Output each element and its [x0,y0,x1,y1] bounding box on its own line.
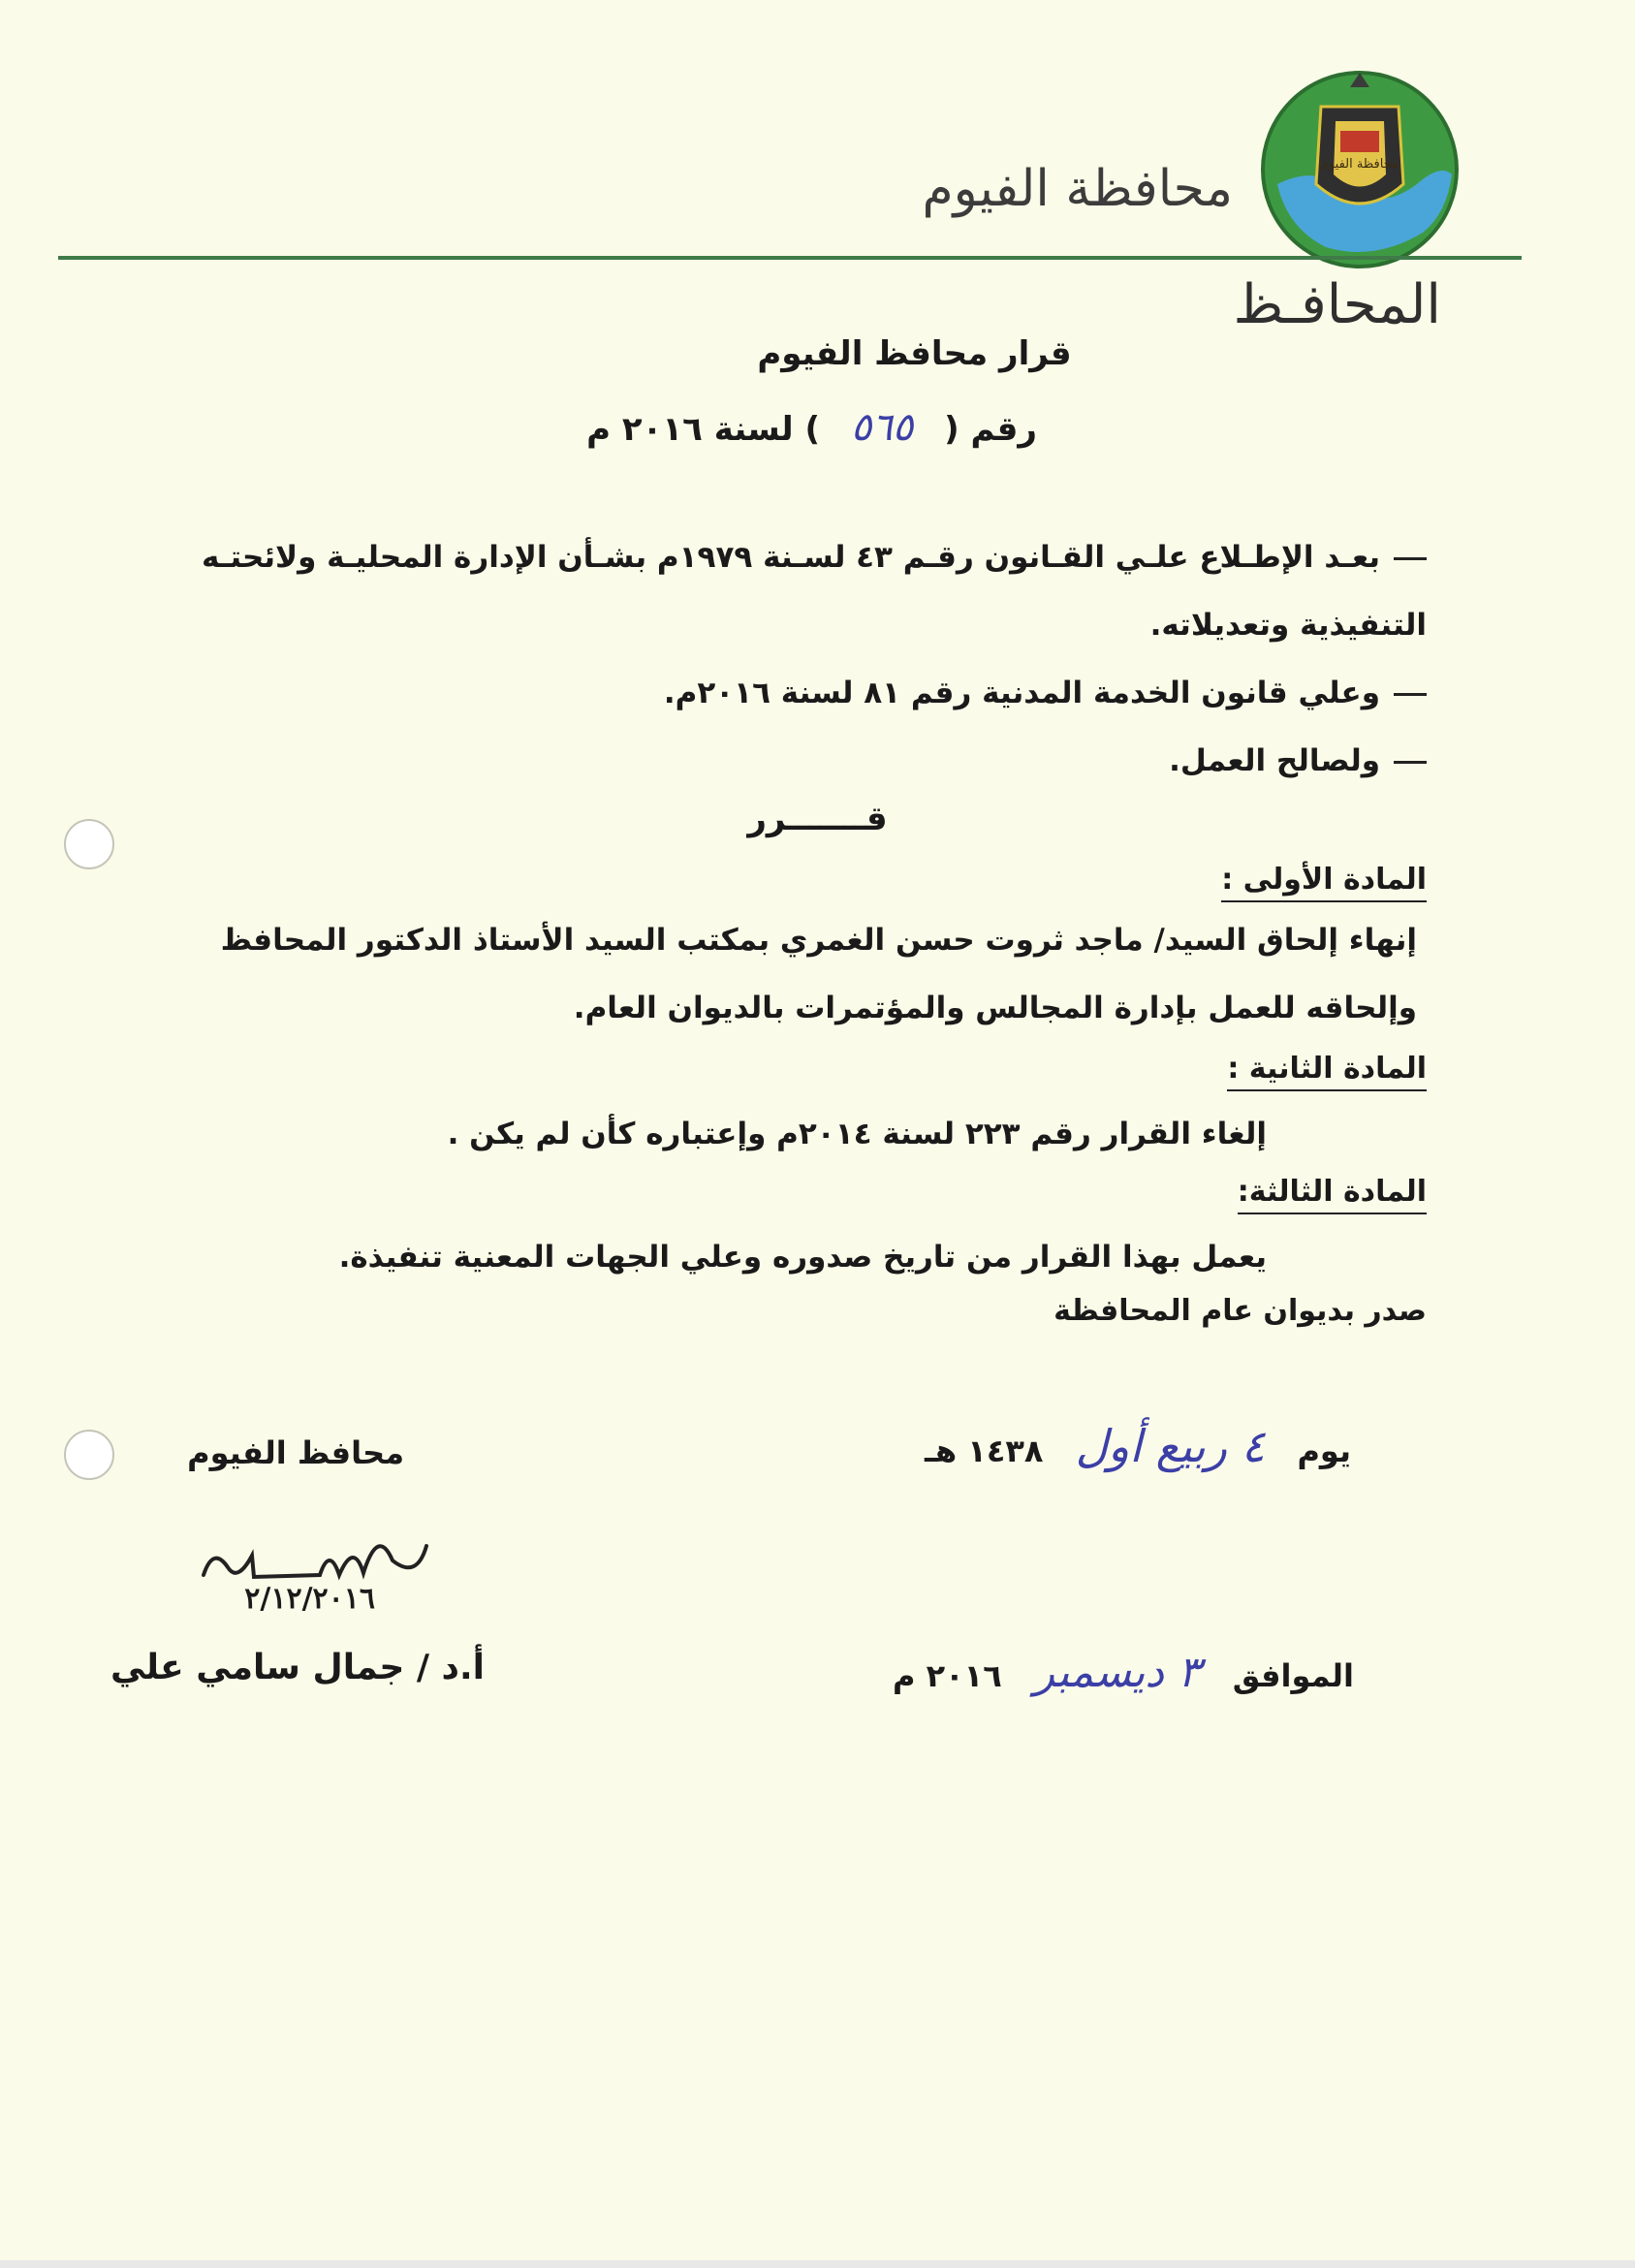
bullet-dash [1394,693,1427,696]
preamble-text: بعـد الإطـلاع علـي القـانون رقـم ٤٣ لسـنة ١٩٧٩م بشـأن الإدارة المحليـة ولائحتـه التنفيذية وتعديلاته. [201,540,1427,643]
decided-heading: قـــــــرر [747,800,888,838]
punch-hole [64,1430,114,1480]
scan-edge [0,2260,1635,2268]
office-heading: المحافـظ [1233,273,1441,336]
decision-number-suffix: ) لسنة ٢٠١٦ م [586,410,820,449]
decision-number [586,405,1037,450]
preamble-item [170,659,1427,727]
gregorian-date [893,1648,1354,1697]
governorate-logo [1258,68,1462,271]
preamble-text: وعلي قانون الخدمة المدنية رقم ٨١ لسنة ٢٠١٦م. [663,676,1380,710]
decision-number-handwritten: ٥٦٥ [850,405,914,450]
gregorian-date-handwritten: ٣ ديسمبر [1033,1648,1201,1697]
gregorian-year: ٢٠١٦ م [893,1657,1002,1694]
preamble-item [170,727,1427,795]
bullet-dash [1394,557,1427,560]
hijri-date [925,1420,1351,1472]
gregorian-label: الموافق [1232,1657,1354,1694]
header-divider [58,256,1522,260]
hijri-day-label: يوم [1297,1433,1351,1469]
hijri-date-handwritten: ٤ ربيع أول [1075,1420,1266,1472]
punch-hole [64,819,114,869]
article-1-heading: المادة الأولى : [1221,863,1427,902]
issued-at: صدر بديوان عام المحافظة [1053,1294,1427,1328]
decision-number-prefix: رقم ( [944,410,1037,449]
article-2-text: إلغاء القرار رقم ٢٢٣ لسنة ٢٠١٤م وإعتباره كأن لم يكن . [447,1117,1267,1151]
logo-lettering: محافظة الفيوم [1320,157,1399,172]
preamble-item [170,523,1427,659]
article-2-heading: المادة الثانية : [1227,1052,1427,1091]
article-1-text: إنهاء إلحاق السيد/ ماجد ثروت حسن الغمري بمكتب السيد الأستاذ الدكتور المحافظ وإلحاقه للعمل بإدارة المجالس والمؤتمرات بالديوان العام. [220,923,1417,1025]
article-3-text: يعمل بهذا القرار من تاريخ صدوره وعلي الجهات المعنية تنفيذة. [338,1240,1267,1275]
hijri-year: ١٤٣٨ هـ [925,1433,1044,1469]
bullet-dash [1394,761,1427,764]
signatory-title: محافظ الفيوم [187,1434,404,1471]
signature-date: ٢/١٢/٢٠١٦ [244,1582,375,1616]
signatory-name: أ.د / جمال سامي علي [110,1648,485,1687]
article-3-heading: المادة الثالثة: [1238,1175,1427,1214]
preamble-text: ولصالح العمل. [1169,743,1380,778]
governorate-name: محافظة الفيوم [922,160,1233,218]
decision-title: قرار محافظ الفيوم [757,334,1072,373]
